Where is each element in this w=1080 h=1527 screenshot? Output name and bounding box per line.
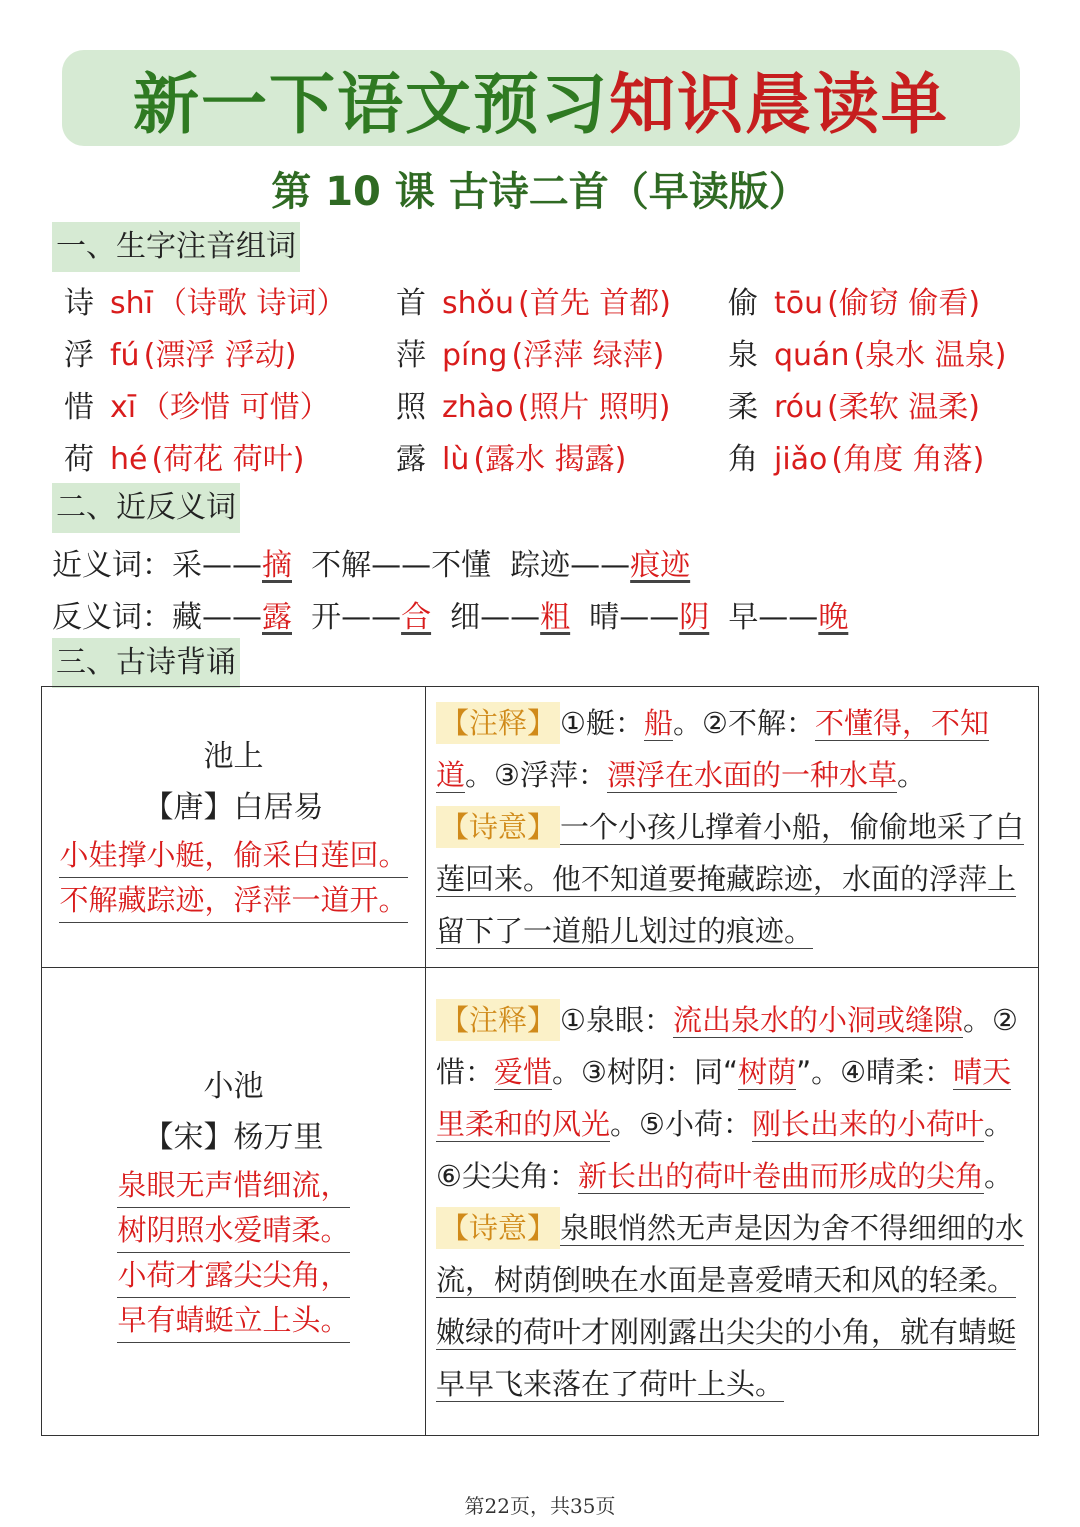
pair-gap [709,600,728,635]
page-footer: 第22页，共35页 [464,1494,616,1518]
pair-word: 采—— [172,548,262,583]
note-text: 爱惜 [494,1054,553,1089]
pair-gap [292,548,311,583]
note-text: 。③浮萍： [465,758,608,792]
note-text: 。②不解： [673,706,816,740]
title-red: 知识晨读单 [609,64,949,143]
note-text: 。③树阴：同“ [552,1054,739,1089]
pair-answer: 粗 [540,600,571,635]
vocab-entry [64,278,347,322]
vocab-pinyin: tōu [774,286,824,321]
note-text: 刚长出来的小荷叶 [752,1106,985,1141]
antonym-row [52,592,848,636]
vocab-pinyin: xī [110,390,137,425]
vocab-words: (角度 角落) [831,442,985,477]
pair-gap [491,548,510,583]
vocab-entry [64,330,297,374]
title-banner [62,50,1020,146]
note-text: 。 [897,758,927,792]
poem-line: 小荷才露尖尖角， [117,1253,349,1298]
note-text: ①艇： [560,706,645,740]
note-text: 晴天里柔和的风光 [436,1054,1012,1141]
poem-title: 小池 [203,1068,264,1104]
vocab-entry [728,278,980,322]
poem-line-wrap [42,1298,425,1343]
vocab-pinyin: shǒu [442,286,515,321]
pair-word: 开—— [311,600,402,635]
poem-row [42,687,1039,968]
vocab-words: (浮萍 绿萍) [511,338,665,373]
row-label: 近义词： [52,548,172,583]
vocab-char: 露 [396,442,426,477]
poem-notes [436,994,1030,1202]
vocab-pinyin: lù [442,442,470,477]
note-text: 树荫 [738,1054,797,1089]
poem-table [41,686,1039,1436]
vocab-words: （诗歌 诗词） [156,286,347,321]
vocab-words: （珍惜 可惜） [140,390,330,425]
pair-gap [431,600,450,635]
poem-line: 小娃撑小艇，偷采白莲回。 [59,833,407,878]
notes-tag: 【注释】 [436,702,560,744]
poem-line: 泉眼无声惜细流， [117,1163,349,1208]
vocab-words: (偷窃 偷看) [827,286,981,321]
vocab-char: 泉 [728,338,758,373]
pair-word: 早—— [728,600,819,635]
title-green: 新一下语文预习 [133,64,609,143]
poem-lines [42,833,425,923]
vocab-pinyin: píng [442,338,508,373]
vocab-words: (照片 照明) [517,390,671,425]
note-text: ”。④晴柔： [796,1054,954,1089]
poem-lines [42,1163,425,1343]
meaning-text: 一个小孩儿撑着小船，偷偷地采了白莲回来。他不知道要掩藏踪迹，水面的浮萍上留下了一道船儿划过的痕迹。 [436,810,1025,948]
vocab-words: (露水 揭露) [473,442,627,477]
poem-line: 早有蜻蜓立上头。 [117,1298,349,1343]
section-heading-poems: 三、古诗背诵 [52,638,240,688]
vocab-entry [64,382,330,426]
vocab-entry [396,330,664,374]
vocab-pinyin: quán [774,338,850,373]
pair-answer: 阴 [679,600,710,635]
poem-row [42,968,1039,1436]
vocab-pinyin: hé [110,442,148,477]
vocab-char: 诗 [64,286,94,321]
vocab-words: (漂浮 浮动) [143,338,297,373]
vocab-pinyin: jiǎo [774,442,828,477]
vocab-entry [396,382,670,426]
note-text: 。⑤小荷： [610,1106,753,1141]
notes-tag: 【注释】 [436,999,560,1041]
note-text: 。 [984,1158,1014,1193]
lesson-subtitle: 第 10 课 古诗二首（早读版） [271,169,809,215]
section-heading-synonyms: 二、近反义词 [52,483,240,533]
vocab-entry [396,434,626,478]
meaning-tag: 【诗意】 [436,1207,560,1249]
vocab-words: (首先 首都) [518,286,671,321]
poem-line-wrap [42,1163,425,1208]
meaning-tag: 【诗意】 [436,806,560,848]
notes-cell [426,687,1039,968]
poem-line-wrap [42,878,425,923]
vocab-char: 荷 [64,442,94,477]
vocab-char: 浮 [64,338,94,373]
vocab-entry [728,434,984,478]
vocab-char: 角 [728,442,758,477]
poem-line: 不解藏踪迹，浮萍一道开。 [59,878,407,923]
vocab-entry [728,330,1006,374]
pair-answer: 不懂 [431,548,492,583]
poem-notes [436,697,1030,801]
pair-answer: 露 [262,600,292,635]
note-text: 流出泉水的小洞或缝隙 [673,1002,964,1037]
pair-answer: 痕迹 [630,548,691,583]
note-text: 。②惜： [436,1002,1019,1089]
vocab-char: 柔 [728,390,758,425]
pair-answer: 摘 [262,548,292,583]
notes-cell [426,968,1039,1436]
vocab-words: (泉水 温泉) [853,338,1007,373]
note-text: 船 [644,706,674,740]
vocab-char: 偷 [728,286,758,321]
pair-gap [570,600,589,635]
note-text: 漂浮在水面的一种水草 [607,758,898,792]
note-text: 新长出的荷叶卷曲而形成的尖角 [578,1158,985,1193]
vocab-pinyin: fú [110,338,140,373]
note-text: ①泉眼： [560,1002,674,1037]
poem-author: 【唐】白居易 [143,790,324,825]
vocab-words: (柔软 温柔) [827,390,980,425]
note-text: 。⑥尖尖角： [436,1106,1014,1193]
vocab-char: 照 [396,390,426,425]
section-heading-vocab: 一、生字注音组词 [52,222,300,272]
vocab-entry [396,278,671,322]
vocab-char: 首 [396,286,426,321]
vocab-char: 萍 [396,338,426,373]
pair-answer: 合 [401,600,432,635]
poem-cell [42,687,426,968]
poem-cell [42,968,426,1436]
vocab-pinyin: zhào [442,390,514,425]
pair-gap [292,600,311,635]
pair-word: 细—— [450,600,541,635]
vocab-entry [728,382,980,426]
pair-word: 藏—— [172,600,262,635]
note-text: 不懂得，不知道 [436,706,990,792]
vocab-pinyin: shī [110,286,153,321]
pair-word: 晴—— [589,600,680,635]
poem-line: 树阴照水爱晴柔。 [117,1208,349,1253]
poem-line-wrap [42,1253,425,1298]
pair-word: 不解—— [311,548,432,583]
poem-title: 池上 [203,739,264,774]
pair-answer: 晚 [818,600,849,635]
poem-meaning [436,1202,1030,1410]
vocab-words: (荷花 荷叶) [151,442,305,477]
pair-word: 踪迹—— [510,548,631,583]
synonym-row [52,540,690,584]
poem-author: 【宋】杨万里 [143,1119,324,1155]
vocab-entry [64,434,304,478]
meaning-text: 泉眼悄然无声是因为舍不得细细的水流，树荫倒映在水面是喜爱晴天和风的轻柔。嫩绿的荷叶才刚刚露出尖尖的小角，就有蜻蜓早早飞来落在了荷叶上头。 [436,1210,1025,1401]
poem-line-wrap [42,833,425,878]
poem-meaning [436,801,1030,957]
vocab-char: 惜 [64,390,94,425]
poem-line-wrap [42,1208,425,1253]
vocab-pinyin: róu [774,390,824,425]
row-label: 反义词： [52,600,172,635]
